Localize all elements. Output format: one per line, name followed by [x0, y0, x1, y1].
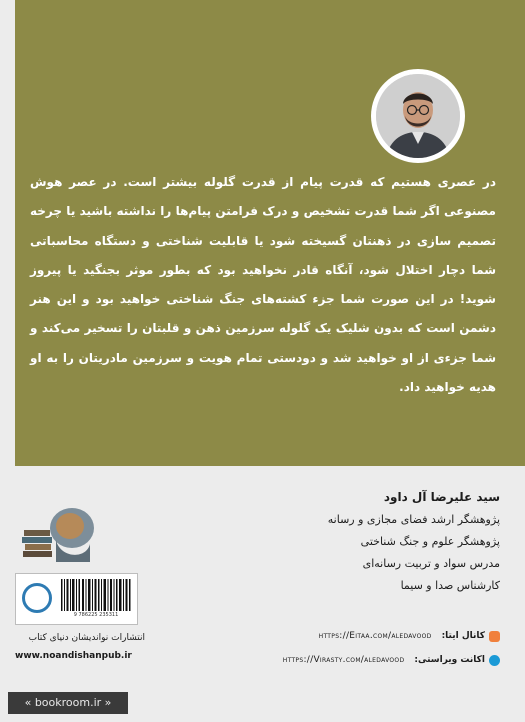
- publisher-name: انتشارات نواندیشان دنیای کتاب: [28, 633, 145, 643]
- publisher-website[interactable]: www.noandishanpub.ir: [15, 651, 132, 661]
- eitaa-link[interactable]: [283, 624, 500, 648]
- isbn-number: 9 786225 235311: [73, 612, 119, 618]
- eitaa-url[interactable]: https://Eitaa.com/aledavood: [318, 631, 432, 641]
- virasty-url[interactable]: https://Virasty.com/aledavood: [282, 655, 405, 665]
- back-cover-blurb: در عصری هستیم که قدرت پیام از قدرت گلوله بیشتر است. در عصر هوش مصنوعی اگر شما قدرت تشخیص و درک فرامتن پیام‌ها را نداشته باشید یا چرخه تصمیم سازی در ذهنتان گسیخته شود یا قابلیت شناختی و دستگاه محاسباتی شما دچار اختلال شود، آنگاه قادر نخواهید بود که بطور موثر بجنگید یا پیروز شوید! در این صورت شما جزء کشته‌های جنگ شناختی خواهید بود و این هنر دشمن است که بدون شلیک یک گلوله سرزمین ذهن و قلبتان را تسخیر می‌کند و شما جزءی از او خواهید شد و دودستی تمام هویت و سرزمین مادریتان را به او هدیه خواهید داد.: [30, 175, 496, 395]
- eitaa-label: کانال ایتا:: [441, 631, 485, 641]
- author-bio: [328, 490, 500, 601]
- author-name: سید علیرضا آل داود: [383, 490, 500, 504]
- author-role: کارشناس صدا و سیما: [400, 579, 500, 592]
- barcode-icon: [61, 579, 131, 611]
- brain-books-illustration: [20, 500, 110, 570]
- author-role: پژوهشگر ارشد فضای مجازی و رسانه: [327, 513, 500, 526]
- author-role: پژوهشگر علوم و جنگ شناختی: [360, 535, 500, 548]
- author-photo: [371, 69, 465, 163]
- virasty-icon: [489, 655, 500, 666]
- publisher-logo-icon: [22, 583, 52, 613]
- author-portrait-image: [376, 74, 460, 158]
- eitaa-icon: [489, 631, 500, 642]
- watermark: « bookroom.ir »: [8, 692, 128, 714]
- isbn-barcode: [15, 573, 138, 625]
- virasty-link[interactable]: [283, 648, 500, 672]
- author-role: مدرس سواد و تربیت رسانه‌ای: [362, 557, 500, 570]
- social-links: [283, 624, 500, 672]
- virasty-label: اکانت ویراستی:: [414, 655, 485, 665]
